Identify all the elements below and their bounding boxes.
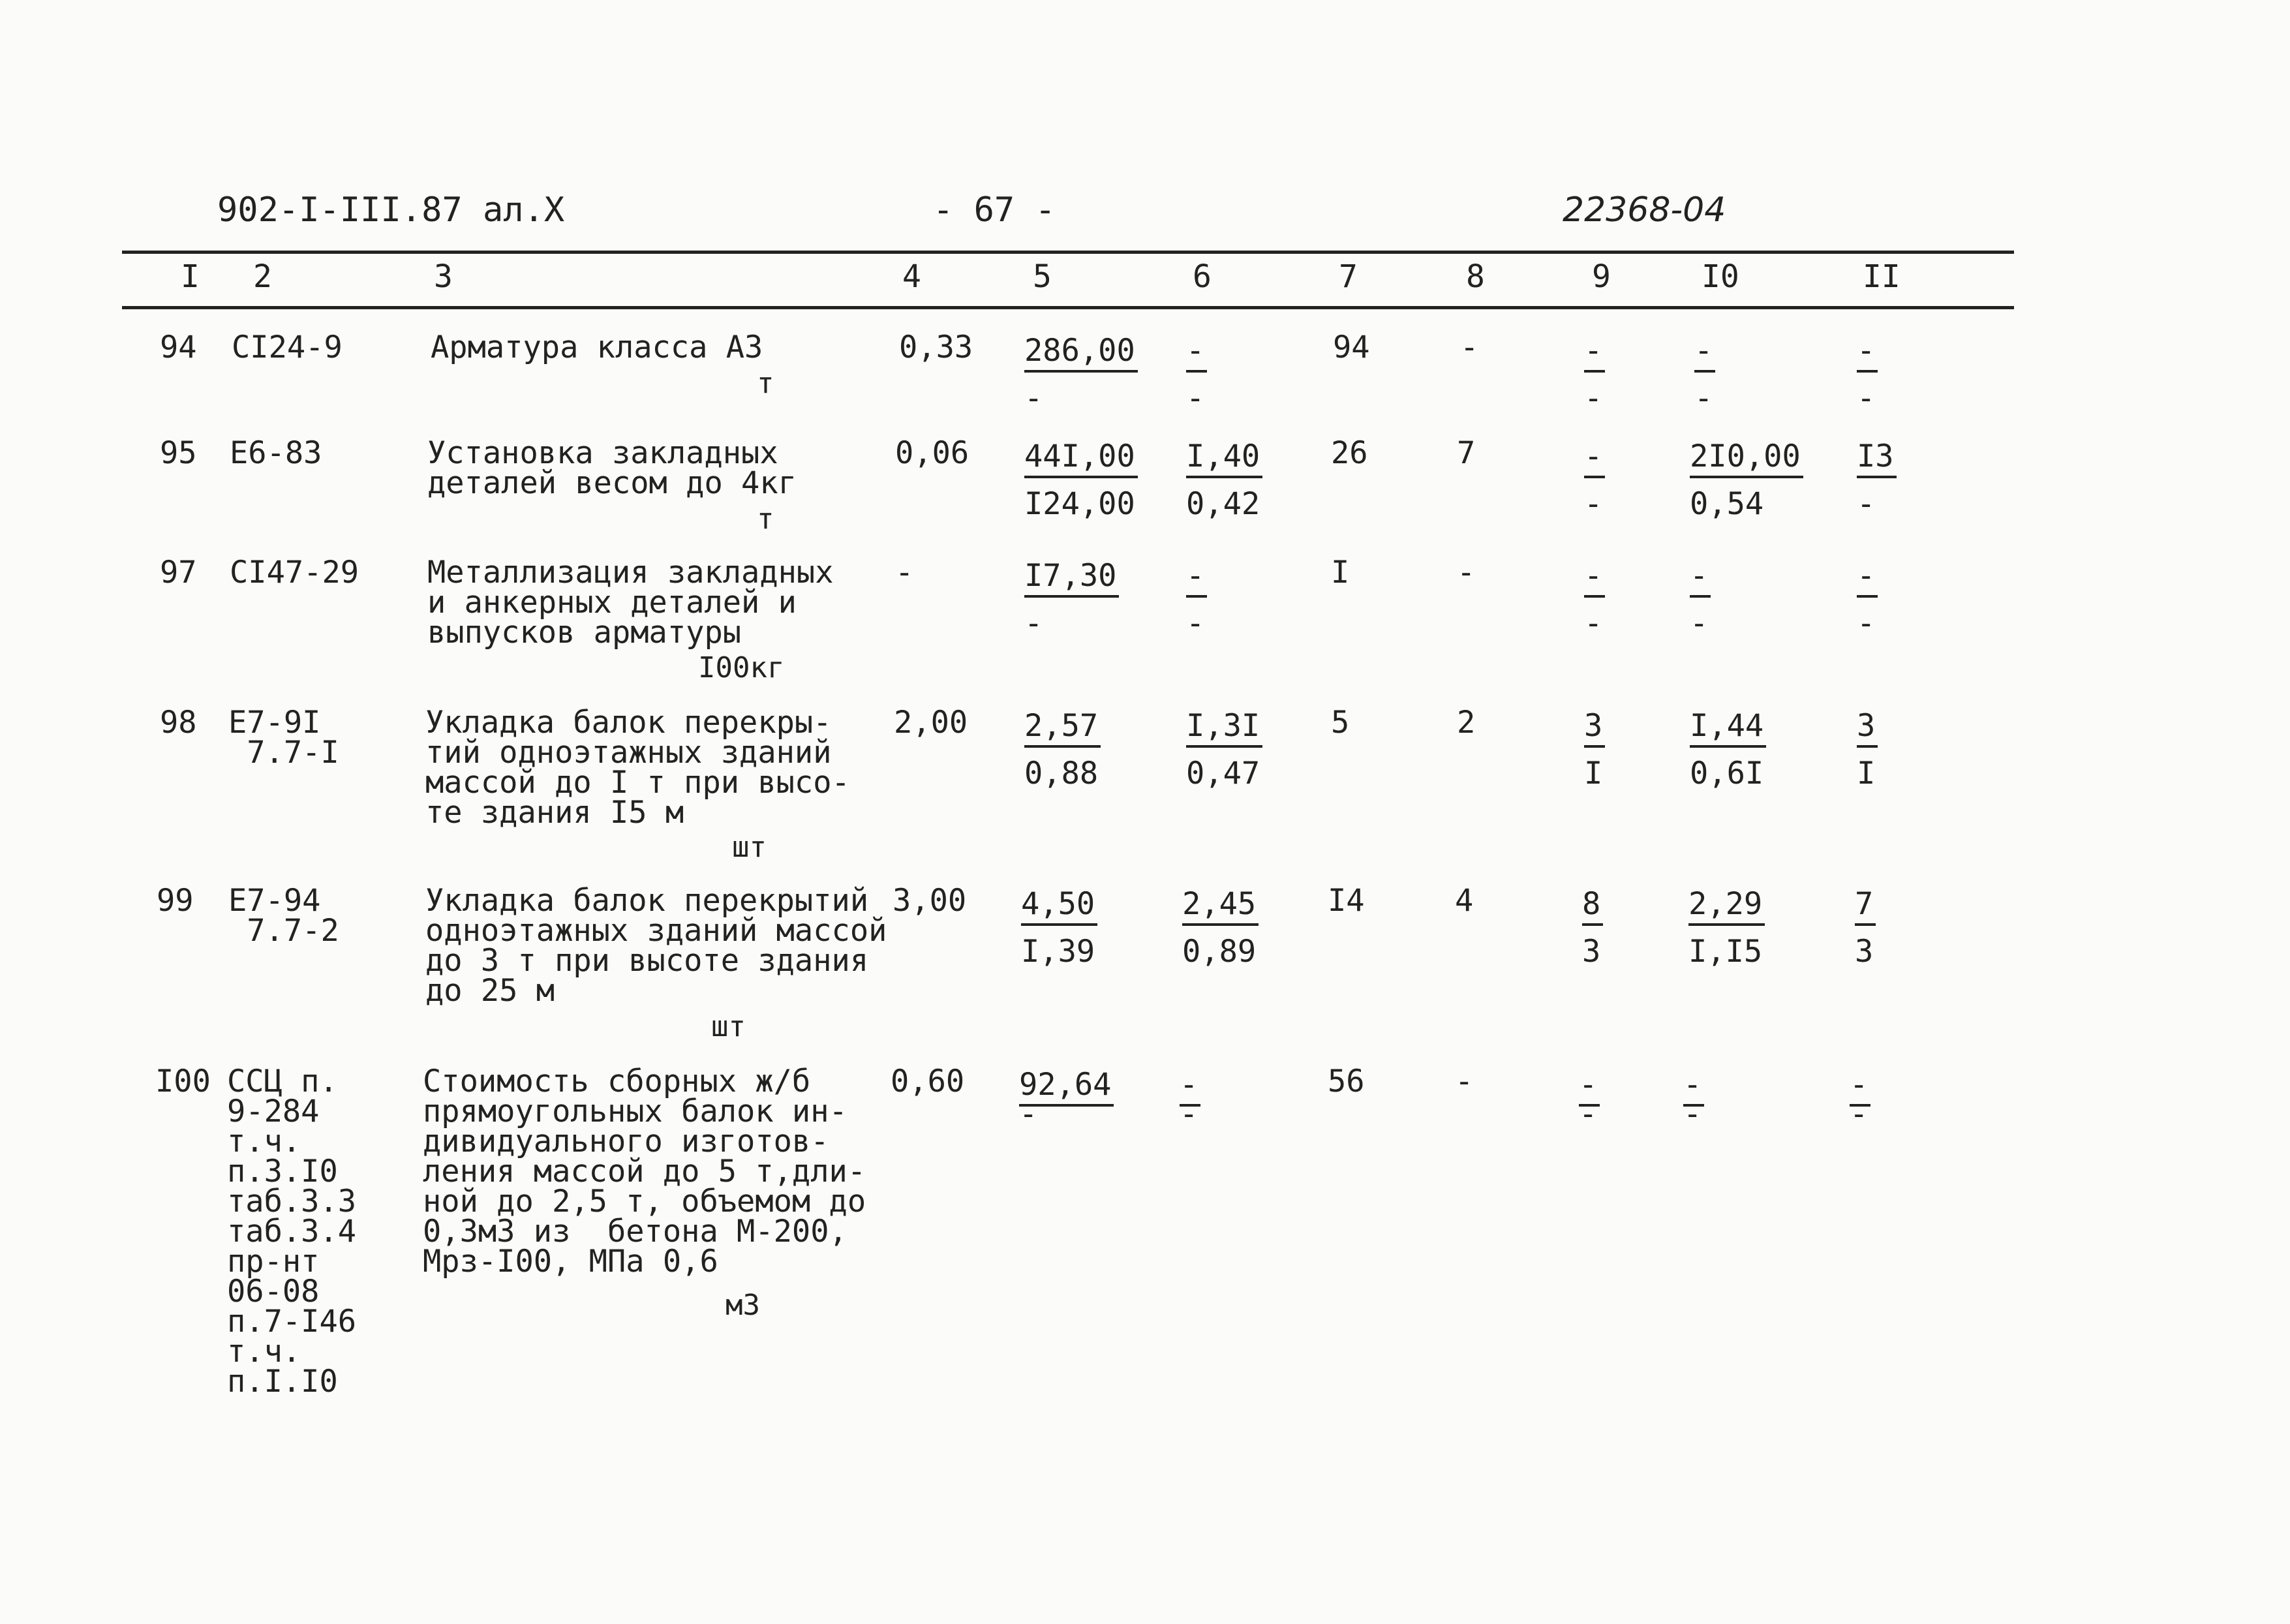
row-code: CI24-9 (232, 329, 343, 365)
row-col8: 2 (1457, 705, 1476, 741)
row-number: 95 (160, 435, 197, 471)
row-col7: 26 (1331, 435, 1368, 471)
row-col9: - - (1579, 1067, 1600, 1134)
row-code: E7-9I 7.7-I (228, 705, 339, 771)
row-col10: - - (1690, 558, 1711, 643)
document-code: 902-I-III.87 ал.X (217, 191, 565, 230)
row-col11: $\frac{7}{3}$ (1855, 886, 1876, 972)
col-header-5: 5 (1033, 258, 1052, 295)
row-col4: 0,06 (895, 435, 969, 471)
row-number: 99 (157, 883, 194, 919)
row-unit: I00кг (698, 651, 785, 684)
row-unit: т (757, 502, 774, 536)
row-col9: - - (1584, 438, 1605, 524)
row-col7: 5 (1331, 705, 1350, 741)
row-col8: - (1457, 555, 1476, 590)
row-col6: - - (1186, 558, 1207, 643)
row-col10: - - (1683, 1067, 1704, 1134)
row-col10: $\frac{I,44}{0,6I}$ (1690, 708, 1766, 793)
col-header-8: 8 (1466, 258, 1485, 295)
row-col11: - - (1850, 1067, 1870, 1134)
row-col11: - - (1857, 558, 1878, 643)
row-name: Укладка балок перекры- тий одноэтажных зданий массой до I т при высо- те здания I5 м (425, 705, 850, 831)
row-code: CI47-29 (230, 555, 359, 590)
row-col10: - - (1694, 333, 1715, 418)
row-unit: м3 (725, 1289, 760, 1322)
col-header-11: II (1863, 258, 1901, 295)
col-header-9: 9 (1592, 258, 1611, 295)
row-unit: т (757, 367, 774, 400)
col-header-10: I0 (1702, 258, 1739, 295)
row-col8: 7 (1457, 435, 1476, 471)
row-col11: - - (1857, 333, 1878, 418)
col-header-7: 7 (1339, 258, 1358, 295)
row-unit: шт (711, 1010, 746, 1043)
row-col4: 0,33 (899, 329, 973, 365)
col-header-4: 4 (902, 258, 921, 295)
row-col4: 0,60 (891, 1064, 965, 1099)
row-col5: 92,64 - (1019, 1067, 1114, 1134)
table-top-rule (122, 251, 2014, 254)
row-col5: 286,00 - (1024, 333, 1138, 418)
row-name: Арматура класса А3 (431, 329, 763, 365)
row-col6: $\frac{I,3I}{0,47}$ (1186, 708, 1262, 793)
row-col10: $\frac{2I0,00}{0,54}$ (1690, 438, 1803, 524)
row-col6: - - (1186, 333, 1207, 418)
row-name: Стоимость сборных ж/б прямоугольных балок ин- дивидуального изготов- ления массой до 5 т,дли- ной до 2,5 т, объемом до 0,3м3 из бетона М-200, Мрз-I00, МПа 0,6 (423, 1064, 866, 1279)
row-col4: 2,00 (894, 705, 968, 741)
row-col11: $\frac{3}{I}$ (1857, 708, 1878, 793)
row-col5: $\frac{4,50}{I,39}$ (1021, 886, 1097, 972)
page-number: - 67 - (933, 191, 1056, 230)
row-col4: 3,00 (893, 883, 967, 919)
row-col9: - - (1584, 558, 1605, 643)
row-col6: - - (1180, 1067, 1200, 1134)
row-col6: $\frac{I,40}{0,42}$ (1186, 438, 1262, 524)
row-col9: - - (1584, 333, 1605, 418)
row-name: Металлизация закладных и анкерных деталей и выпусков арматуры (427, 555, 834, 651)
row-col4: - (895, 555, 914, 590)
col-header-2: 2 (253, 258, 272, 295)
col-header-3: 3 (434, 258, 453, 295)
row-col11: I3 - (1857, 438, 1897, 524)
col-header-6: 6 (1193, 258, 1212, 295)
row-col5: $\frac{44I,00}{I24,00}$ (1024, 438, 1138, 524)
row-name: Укладка балок перекрытий одноэтажных зданий массой до 3 т при высоте здания до 25 м (425, 883, 887, 1009)
row-col7: I4 (1328, 883, 1365, 919)
row-col9: $\frac{3}{I}$ (1584, 708, 1605, 793)
row-col8: - (1460, 329, 1479, 365)
row-col7: I (1331, 555, 1350, 590)
row-unit: шт (732, 831, 767, 864)
table-header-rule (122, 306, 2014, 309)
row-code: E6-83 (230, 435, 322, 471)
row-col5: $\frac{2,57}{0,88}$ (1024, 708, 1101, 793)
row-col7: 56 (1328, 1064, 1365, 1099)
row-col6: $\frac{2,45}{0,89}$ (1182, 886, 1259, 972)
row-number: 97 (160, 555, 197, 590)
row-name: Установка закладных деталей весом до 4кг (427, 435, 797, 501)
row-number: 94 (160, 329, 197, 365)
row-col7: 94 (1333, 329, 1370, 365)
row-col8: - (1455, 1064, 1474, 1099)
document-number: 22368-04 (1563, 191, 1726, 230)
row-number: 98 (160, 705, 197, 741)
row-col10: $\frac{2,29}{I,I5}$ (1688, 886, 1765, 972)
row-col8: 4 (1455, 883, 1474, 919)
row-code: E7-94 7.7-2 (228, 883, 339, 949)
row-number: I00 (155, 1064, 211, 1099)
col-header-1: I (181, 258, 200, 295)
row-col5: I7,30 - (1024, 558, 1119, 643)
row-col9: $\frac{8}{3}$ (1582, 886, 1603, 972)
row-code: ССЦ п. 9-284 т.ч. п.3.I0 таб.3.3 таб.3.4 пр-нт 06-08 п.7-I46 т.ч. п.I.I0 (227, 1064, 357, 1400)
